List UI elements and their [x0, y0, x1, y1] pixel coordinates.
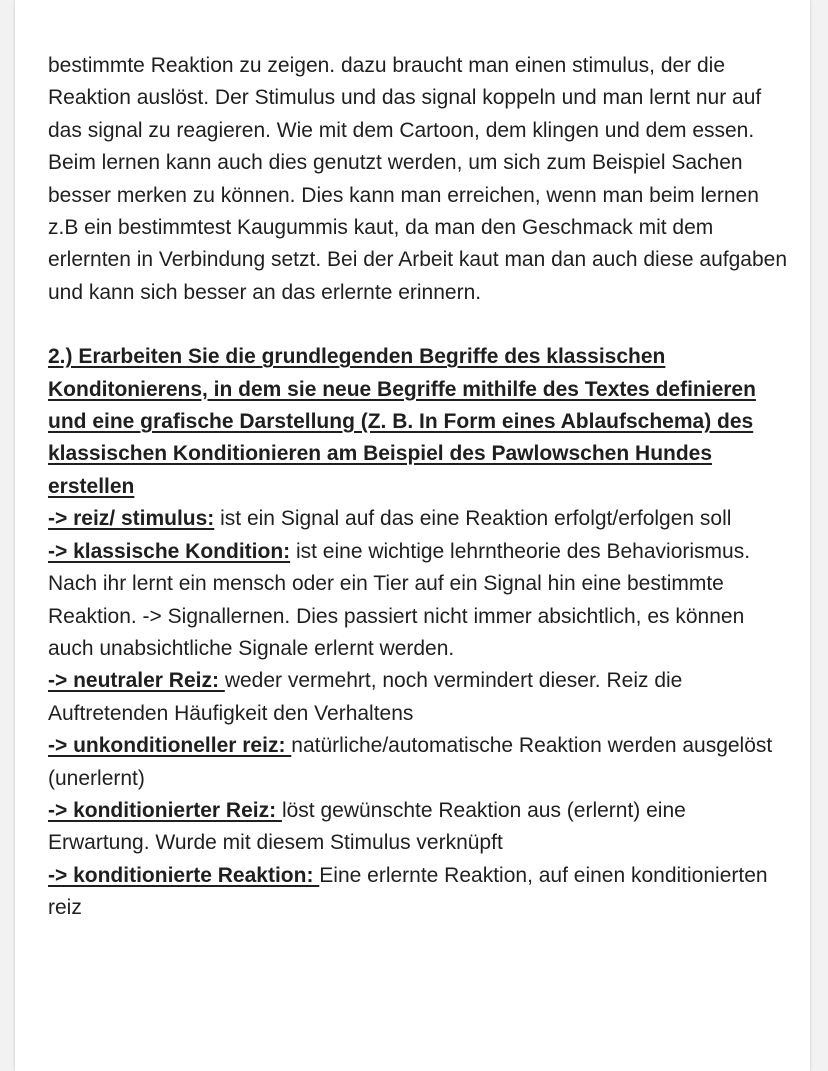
term-list — [48, 503, 790, 924]
term-label: -> unkonditioneller reiz: — [48, 734, 292, 758]
document-page — [15, 0, 810, 1071]
term-definition: Eine erlernte Reaktion, auf einen konditionierten reiz — [48, 863, 768, 920]
term-definition: ist ein Signal auf das eine Reaktion erfolgt/erfolgen soll — [214, 507, 732, 531]
task-heading: 2.) Erarbeiten Sie die grundlegenden Begriffe des klassischen Konditonierens, in dem sie neue Begriffe mithilfe des Textes definieren und eine grafische Darstellung (Z. B. In Form eines Ablaufschema) des klassischen Konditionieren am Beispiel des Pawlowschen Hundes erstellen — [48, 345, 756, 498]
term-item — [48, 730, 790, 795]
term-definition: löst gewünschte Reaktion aus (erlernt) eine Erwartung. Wurde mit diesem Stimulus verknüpft — [48, 798, 686, 855]
term-label: -> neutraler Reiz: — [48, 669, 225, 693]
term-label: -> reiz/ stimulus: — [48, 507, 215, 531]
term-item — [48, 860, 790, 925]
term-label: -> konditionierter Reiz: — [48, 798, 282, 822]
term-item — [48, 536, 790, 666]
paragraph: Beim lernen kann auch dies genutzt werden, um sich zum Beispiel Sachen besser merken zu können. Dies kann man erreichen, wenn man beim lernen z.B ein bestimmtest Kaugummis kaut, da man den Geschmack mit dem erlernten in Verbindung setzt. Bei der Arbeit kaut man dan auch diese aufgaben und kann sich besser an das erlernte erinnern. — [48, 151, 787, 304]
term-definition: natürliche/automatische Reaktion werden ausgelöst (unerlernt) — [48, 734, 773, 790]
term-item — [48, 503, 790, 535]
paragraph: bestimmte Reaktion zu zeigen. dazu braucht man einen stimulus, der die Reaktion auslöst. Der Stimulus und das signal koppeln und man lernt nur auf das signal zu reagieren. Wie mit dem Cartoon, dem klingen und dem essen. — [48, 54, 762, 142]
spacer — [48, 309, 790, 341]
term-label: -> klassische Kondition: — [48, 539, 291, 563]
term-item — [48, 795, 790, 860]
intro-text — [48, 50, 790, 309]
term-definition: ist eine wichtige lehrntheorie des Behaviorismus. Nach ihr lernt ein mensch oder ein Tier auf ein Signal hin eine bestimmte Reaktion. -> Signallernen. Dies passiert nicht immer absichtlich, es können auch unabsichtliche Signale erlernt werden. — [48, 539, 751, 660]
term-label: -> konditionierte Reaktion: — [48, 863, 320, 887]
term-definition: weder vermehrt, noch vermindert dieser. Reiz die Auftretenden Häufigkeit den Verhaltens — [48, 669, 683, 725]
term-item — [48, 665, 790, 730]
